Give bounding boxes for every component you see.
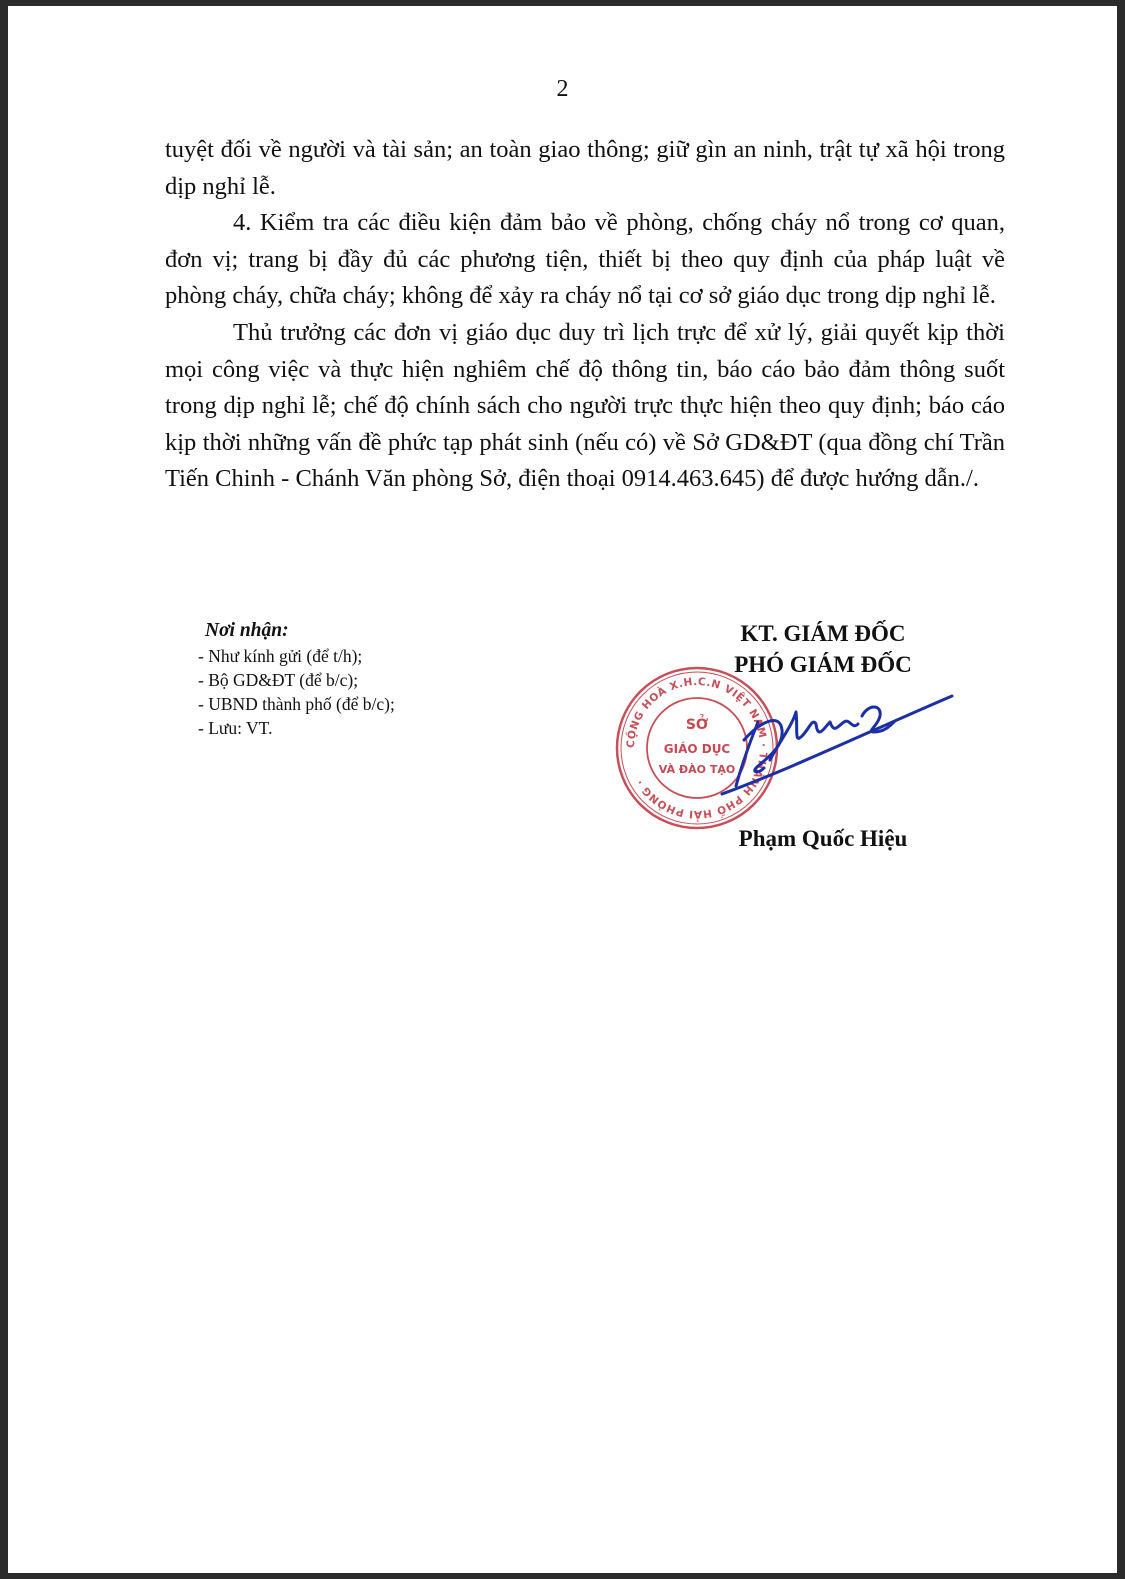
signer-title-line1: KT. GIÁM ĐỐC: [740, 621, 906, 646]
stamp-line-3: VÀ ĐÀO TẠO: [658, 763, 736, 776]
recipients-title: Nơi nhận:: [205, 620, 289, 641]
paragraph-continuation: tuyệt đối về người và tài sản; an toàn giao thông; giữ gìn an ninh, trật tự xã hội trong dịp nghỉ lễ.: [165, 136, 1005, 200]
document-body: [165, 132, 1005, 498]
paragraph-item-4: 4. Kiểm tra các điều kiện đảm bảo về phòng, chống cháy nổ trong cơ quan, đơn vị; trang bị đầy đủ các phương tiện, thiết bị theo quy định của pháp luật về phòng cháy, chữa cháy; không để xảy ra cháy nổ tại cơ sở giáo dục trong dịp nghỉ lễ.: [165, 209, 1005, 310]
handwritten-signature: [698, 682, 958, 798]
signer-title-line2: PHÓ GIÁM ĐỐC: [734, 652, 912, 677]
stamp-line-1: SỞ: [685, 717, 709, 733]
paragraph-directive: Thủ trưởng các đơn vị giáo dục duy trì lịch trực để xử lý, giải quyết kịp thời mọi công việc và thực hiện nghiêm chế độ thông tin, báo cáo bảo đảm thông suốt trong dịp nghỉ lễ; chế độ chính sách cho người trực thực hiện theo quy định; báo cáo kịp thời những vấn đề phức tạp phát sinh (nếu có) về Sở GD&ĐT (qua đồng chí Trần Tiến Chinh - Chánh Văn phòng Sở, điện thoại 0914.463.645) để được hướng dẫn./.: [165, 318, 1005, 493]
stamp-ring-text: CỘNG HOÀ X.H.C.N VIỆT NAM · THÀNH PHỐ HẢI PHÒNG ·: [624, 675, 770, 821]
page-number: 2: [556, 76, 569, 102]
document-page: [8, 6, 1117, 1573]
signer-name: Phạm Quốc Hiệu: [738, 826, 908, 851]
recipient-item: - UBND thành phố (để b/c);: [198, 694, 395, 714]
recipients-block: [198, 618, 395, 740]
recipient-item: - Bộ GD&ĐT (để b/c);: [198, 670, 359, 690]
recipient-item: - Như kính gửi (để t/h);: [198, 646, 363, 666]
stamp-line-2: GIÁO DỤC: [663, 742, 731, 756]
recipient-item: - Lưu: VT.: [198, 718, 273, 738]
